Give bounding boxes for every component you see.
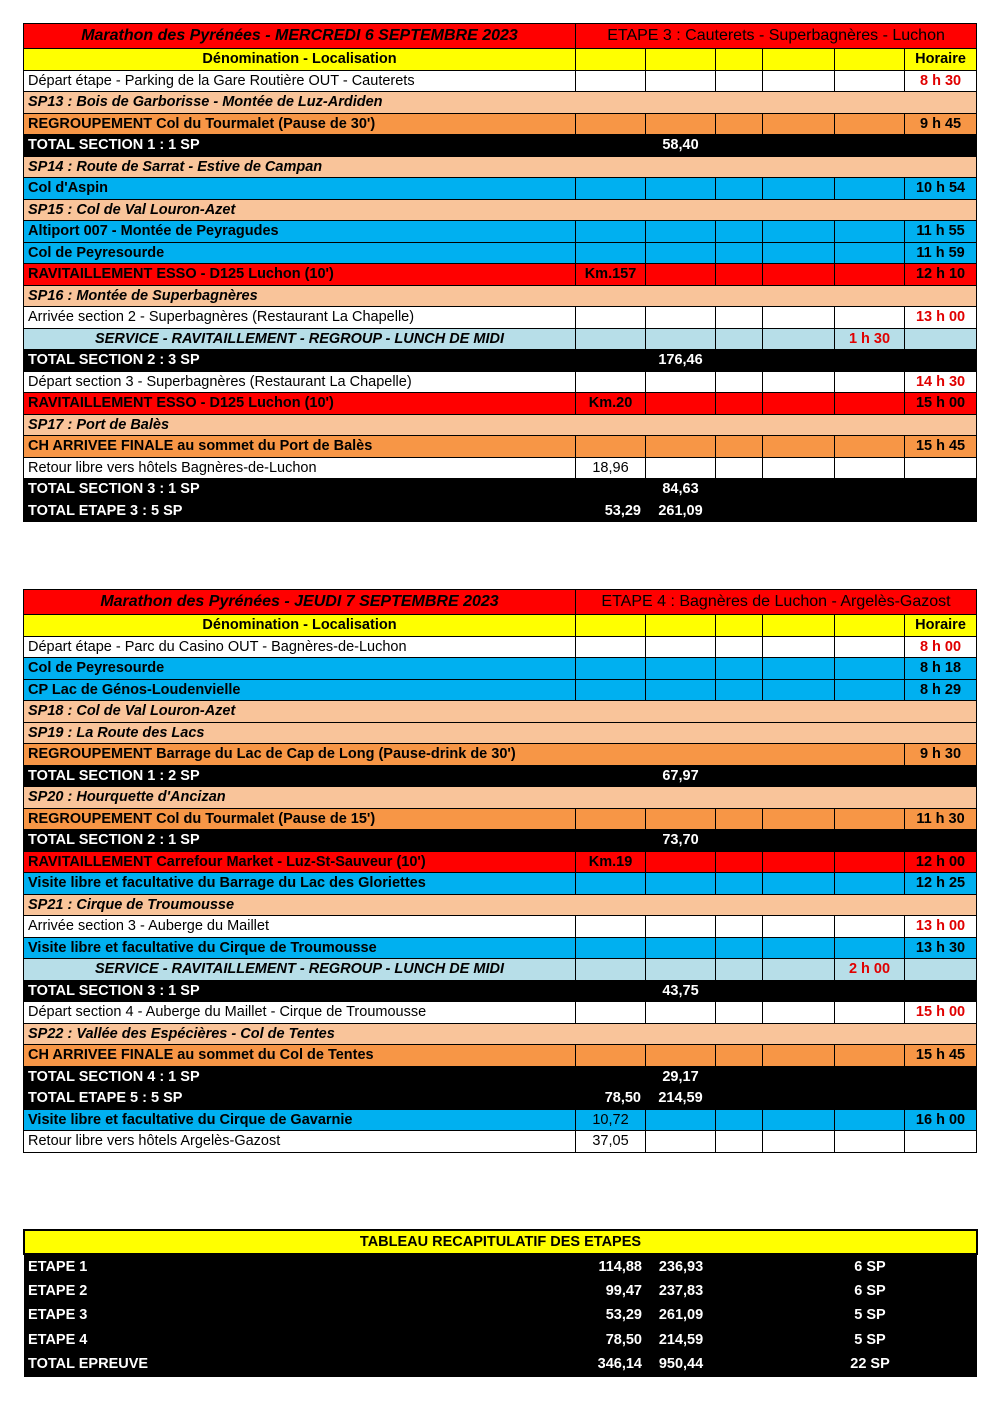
row-km: Km.19 bbox=[576, 851, 646, 873]
row-km: 10,72 bbox=[576, 1109, 646, 1131]
table-row bbox=[24, 787, 977, 809]
table-row bbox=[24, 414, 977, 436]
section-total-km: 84,63 bbox=[646, 479, 716, 501]
table-row bbox=[24, 393, 977, 415]
special-stage-label: SP21 : Cirque de Troumousse bbox=[24, 894, 977, 916]
table-row bbox=[24, 92, 977, 114]
table-row bbox=[24, 980, 977, 1002]
stage4-schedule-table bbox=[23, 589, 977, 1153]
row-label: Visite libre et facultative du Cirque de Troumousse bbox=[24, 937, 576, 959]
row-label: Retour libre vers hôtels Argelès-Gazost bbox=[24, 1131, 576, 1153]
stage-total-km2: 261,09 bbox=[646, 500, 716, 522]
recap-km1: 99,47 bbox=[576, 1279, 646, 1304]
header-horaire: Horaire bbox=[905, 49, 977, 71]
row-label: Départ section 4 - Auberge du Maillet - Cirque de Troumousse bbox=[24, 1002, 576, 1024]
table-row bbox=[24, 242, 977, 264]
row-label: RAVITAILLEMENT Carrefour Market - Luz-St-Sauveur (10') bbox=[24, 851, 576, 873]
row-time: 9 h 30 bbox=[905, 744, 977, 766]
row-label: Col de Peyresourde bbox=[24, 658, 576, 680]
recap-sp: 5 SP bbox=[835, 1328, 905, 1353]
recap-km1: 53,29 bbox=[576, 1303, 646, 1328]
section-total-km: 73,70 bbox=[646, 830, 716, 852]
recap-km2: 237,83 bbox=[646, 1279, 716, 1304]
row-time: 11 h 55 bbox=[905, 221, 977, 243]
section-total-km: 58,40 bbox=[646, 135, 716, 157]
row-label: Retour libre vers hôtels Bagnères-de-Luchon bbox=[24, 457, 576, 479]
stage3-route: ETAPE 3 : Cauterets - Superbagnères - Luchon bbox=[576, 24, 977, 49]
row-time: 8 h 30 bbox=[905, 70, 977, 92]
row-km: 37,05 bbox=[576, 1131, 646, 1153]
recap-km1: 114,88 bbox=[576, 1254, 646, 1279]
row-time: 9 h 45 bbox=[905, 113, 977, 135]
table-row bbox=[24, 1002, 977, 1024]
table-row bbox=[24, 1045, 977, 1067]
table-row bbox=[24, 830, 977, 852]
stage-total-km1: 53,29 bbox=[576, 500, 646, 522]
table-row bbox=[24, 436, 977, 458]
table-row bbox=[24, 135, 977, 157]
table-row bbox=[24, 851, 977, 873]
recap-total-row bbox=[24, 1352, 977, 1377]
recap-label: ETAPE 3 bbox=[24, 1303, 576, 1328]
table-row bbox=[24, 70, 977, 92]
section-total-label: TOTAL SECTION 2 : 1 SP bbox=[24, 830, 576, 852]
recap-row bbox=[24, 1254, 977, 1279]
recap-sp: 5 SP bbox=[835, 1303, 905, 1328]
stage-total-label: TOTAL ETAPE 5 : 5 SP bbox=[24, 1088, 576, 1110]
table-row bbox=[24, 744, 977, 766]
special-stage-label: SP16 : Montée de Superbagnères bbox=[24, 285, 977, 307]
table-row bbox=[24, 113, 977, 135]
table-row bbox=[24, 658, 977, 680]
table-row bbox=[24, 178, 977, 200]
table-row bbox=[24, 916, 977, 938]
row-time: 11 h 59 bbox=[905, 242, 977, 264]
row-label: REGROUPEMENT Col du Tourmalet (Pause de 15') bbox=[24, 808, 576, 830]
recap-label: ETAPE 1 bbox=[24, 1254, 576, 1279]
section-total-label: TOTAL SECTION 1 : 2 SP bbox=[24, 765, 576, 787]
special-stage-label: SP13 : Bois de Garborisse - Montée de Luz-Ardiden bbox=[24, 92, 977, 114]
row-label: Départ étape - Parking de la Gare Routière OUT - Cauterets bbox=[24, 70, 576, 92]
row-label: Col de Peyresourde bbox=[24, 242, 576, 264]
row-label: Altiport 007 - Montée de Peyragudes bbox=[24, 221, 576, 243]
header-denomination: Dénomination - Localisation bbox=[24, 49, 576, 71]
row-km: 18,96 bbox=[576, 457, 646, 479]
recap-title: TABLEAU RECAPITULATIF DES ETAPES bbox=[24, 1230, 977, 1254]
row-time: 13 h 00 bbox=[905, 916, 977, 938]
table-row bbox=[24, 1088, 977, 1110]
table-row bbox=[24, 199, 977, 221]
header-horaire: Horaire bbox=[905, 615, 977, 637]
special-stage-label: SP18 : Col de Val Louron-Azet bbox=[24, 701, 977, 723]
table-row bbox=[24, 285, 977, 307]
row-label: REGROUPEMENT Col du Tourmalet (Pause de 30') bbox=[24, 113, 576, 135]
section-total-label: TOTAL SECTION 2 : 3 SP bbox=[24, 350, 576, 372]
recap-km2: 950,44 bbox=[646, 1352, 716, 1377]
table-row bbox=[24, 350, 977, 372]
recap-row bbox=[24, 1303, 977, 1328]
stage4-title-row bbox=[24, 590, 977, 615]
stage4-route: ETAPE 4 : Bagnères de Luchon - Argelès-Gazost bbox=[576, 590, 977, 615]
stage-total-km2: 214,59 bbox=[646, 1088, 716, 1110]
recap-sp: 22 SP bbox=[835, 1352, 905, 1377]
recap-label: ETAPE 4 bbox=[24, 1328, 576, 1353]
section-total-km: 43,75 bbox=[646, 980, 716, 1002]
row-label: CP Lac de Génos-Loudenvielle bbox=[24, 679, 576, 701]
table-row bbox=[24, 894, 977, 916]
table-row bbox=[24, 221, 977, 243]
recap-sp: 6 SP bbox=[835, 1279, 905, 1304]
row-time: 8 h 29 bbox=[905, 679, 977, 701]
recap-row bbox=[24, 1279, 977, 1304]
stage4-header-row bbox=[24, 615, 977, 637]
row-time: 13 h 00 bbox=[905, 307, 977, 329]
recap-km2: 261,09 bbox=[646, 1303, 716, 1328]
row-time: 13 h 30 bbox=[905, 937, 977, 959]
row-time: 15 h 00 bbox=[905, 393, 977, 415]
row-time: 12 h 00 bbox=[905, 851, 977, 873]
row-label: Arrivée section 2 - Superbagnères (Restaurant La Chapelle) bbox=[24, 307, 576, 329]
section-total-km: 176,46 bbox=[646, 350, 716, 372]
table-row bbox=[24, 959, 977, 981]
special-stage-label: SP22 : Vallée des Espécières - Col de Tentes bbox=[24, 1023, 977, 1045]
row-label: Visite libre et facultative du Cirque de Gavarnie bbox=[24, 1109, 576, 1131]
table-row bbox=[24, 328, 977, 350]
row-label: RAVITAILLEMENT ESSO - D125 Luchon (10') bbox=[24, 393, 576, 415]
row-label: CH ARRIVEE FINALE au sommet du Port de Balès bbox=[24, 436, 576, 458]
stage-total-label: TOTAL ETAPE 3 : 5 SP bbox=[24, 500, 576, 522]
special-stage-label: SP15 : Col de Val Louron-Azet bbox=[24, 199, 977, 221]
service-label: SERVICE - RAVITAILLEMENT - REGROUP - LUNCH DE MIDI bbox=[24, 328, 576, 350]
recap-label: ETAPE 2 bbox=[24, 1279, 576, 1304]
special-stage-label: SP19 : La Route des Lacs bbox=[24, 722, 977, 744]
row-time: 15 h 00 bbox=[905, 1002, 977, 1024]
recap-sp: 6 SP bbox=[835, 1254, 905, 1279]
row-time: 8 h 00 bbox=[905, 636, 977, 658]
row-time: 14 h 30 bbox=[905, 371, 977, 393]
row-time: 12 h 25 bbox=[905, 873, 977, 895]
row-label: CH ARRIVEE FINALE au sommet du Col de Tentes bbox=[24, 1045, 576, 1067]
row-label: Départ section 3 - Superbagnères (Restaurant La Chapelle) bbox=[24, 371, 576, 393]
row-label: REGROUPEMENT Barrage du Lac de Cap de Long (Pause-drink de 30') bbox=[24, 744, 905, 766]
recap-km2: 236,93 bbox=[646, 1254, 716, 1279]
section-total-label: TOTAL SECTION 4 : 1 SP bbox=[24, 1066, 576, 1088]
recap-km2: 214,59 bbox=[646, 1328, 716, 1353]
recap-table bbox=[23, 1229, 978, 1377]
row-label: Arrivée section 3 - Auberge du Maillet bbox=[24, 916, 576, 938]
stage3-title-row bbox=[24, 24, 977, 49]
table-row bbox=[24, 636, 977, 658]
stage4-title: Marathon des Pyrénées - JEUDI 7 SEPTEMBRE 2023 bbox=[24, 590, 576, 615]
stage3-schedule-table bbox=[23, 23, 977, 522]
service-duration: 1 h 30 bbox=[835, 328, 905, 350]
recap-row bbox=[24, 1328, 977, 1353]
special-stage-label: SP20 : Hourquette d'Ancizan bbox=[24, 787, 977, 809]
table-row bbox=[24, 156, 977, 178]
row-time: 8 h 18 bbox=[905, 658, 977, 680]
row-time: 12 h 10 bbox=[905, 264, 977, 286]
row-label: Col d'Aspin bbox=[24, 178, 576, 200]
section-total-label: TOTAL SECTION 1 : 1 SP bbox=[24, 135, 576, 157]
table-row bbox=[24, 1023, 977, 1045]
special-stage-label: SP14 : Route de Sarrat - Estive de Campan bbox=[24, 156, 977, 178]
section-total-km: 67,97 bbox=[646, 765, 716, 787]
recap-km1: 78,50 bbox=[576, 1328, 646, 1353]
service-duration: 2 h 00 bbox=[835, 959, 905, 981]
table-row bbox=[24, 679, 977, 701]
row-label: Visite libre et facultative du Barrage du Lac des Gloriettes bbox=[24, 873, 576, 895]
table-row bbox=[24, 457, 977, 479]
row-time: 15 h 45 bbox=[905, 436, 977, 458]
stage3-title: Marathon des Pyrénées - MERCREDI 6 SEPTEMBRE 2023 bbox=[24, 24, 576, 49]
table-row bbox=[24, 937, 977, 959]
stage-total-km1: 78,50 bbox=[576, 1088, 646, 1110]
section-total-label: TOTAL SECTION 3 : 1 SP bbox=[24, 479, 576, 501]
stage3-header-row bbox=[24, 49, 977, 71]
table-row bbox=[24, 765, 977, 787]
table-row bbox=[24, 701, 977, 723]
table-row bbox=[24, 1131, 977, 1153]
row-label: Départ étape - Parc du Casino OUT - Bagnères-de-Luchon bbox=[24, 636, 576, 658]
row-time: 16 h 00 bbox=[905, 1109, 977, 1131]
special-stage-label: SP17 : Port de Balès bbox=[24, 414, 977, 436]
table-row bbox=[24, 873, 977, 895]
recap-label: TOTAL EPREUVE bbox=[24, 1352, 576, 1377]
table-row bbox=[24, 264, 977, 286]
table-row bbox=[24, 500, 977, 522]
row-label: RAVITAILLEMENT ESSO - D125 Luchon (10') bbox=[24, 264, 576, 286]
row-time: 11 h 30 bbox=[905, 808, 977, 830]
table-row bbox=[24, 479, 977, 501]
section-total-label: TOTAL SECTION 3 : 1 SP bbox=[24, 980, 576, 1002]
table-row bbox=[24, 307, 977, 329]
row-time: 15 h 45 bbox=[905, 1045, 977, 1067]
row-time: 10 h 54 bbox=[905, 178, 977, 200]
service-label: SERVICE - RAVITAILLEMENT - REGROUP - LUNCH DE MIDI bbox=[24, 959, 576, 981]
header-denomination: Dénomination - Localisation bbox=[24, 615, 576, 637]
recap-header-row bbox=[24, 1230, 977, 1254]
recap-km1: 346,14 bbox=[576, 1352, 646, 1377]
table-row bbox=[24, 371, 977, 393]
table-row bbox=[24, 1109, 977, 1131]
section-total-km: 29,17 bbox=[646, 1066, 716, 1088]
table-row bbox=[24, 808, 977, 830]
row-km: Km.20 bbox=[576, 393, 646, 415]
table-row bbox=[24, 722, 977, 744]
table-row bbox=[24, 1066, 977, 1088]
row-km: Km.157 bbox=[576, 264, 646, 286]
